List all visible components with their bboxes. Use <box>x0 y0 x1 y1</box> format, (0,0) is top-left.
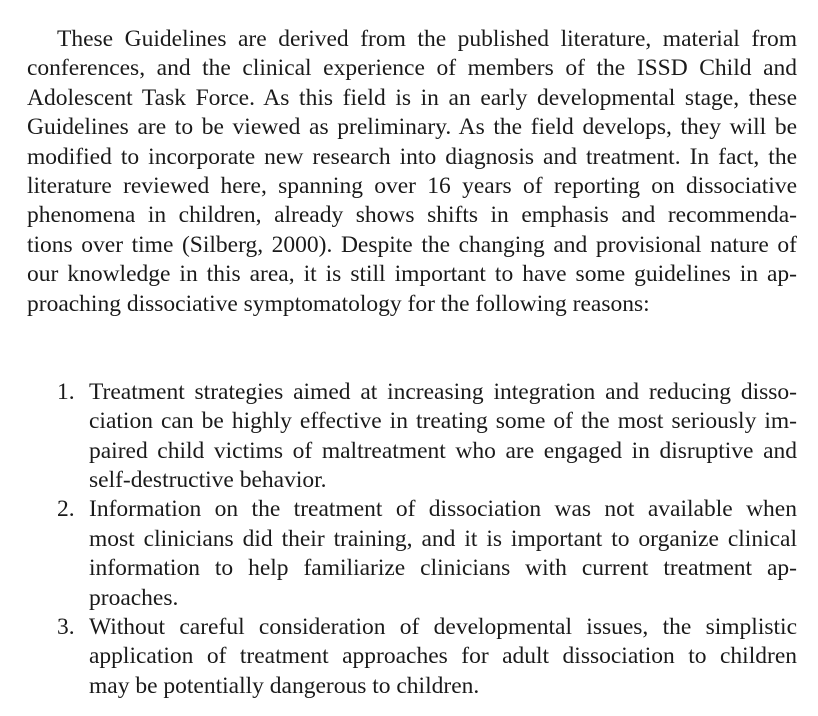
list-item <box>27 495 797 613</box>
list-item-line: paired child victims of maltreatment who are engaged in disruptive and <box>89 437 797 464</box>
paragraph-line: phenomena in children, already shows shifts in emphasis and recommenda- <box>27 202 797 229</box>
list-item-line: self-destructive behavior. <box>89 467 327 494</box>
section-gap <box>27 319 797 378</box>
list-item-number: 2. <box>57 496 75 523</box>
list-item-number: 3. <box>57 614 75 641</box>
paragraph-line: Adolescent Task Force. As this field is in an early developmental stage, these <box>27 84 797 111</box>
list-item <box>27 613 797 701</box>
list-item-line: application of treatment approaches for adult dissociation to children <box>89 643 797 670</box>
list-item-line: information to help familiarize clinicians with current treatment ap- <box>89 555 797 582</box>
list-item-number: 1. <box>57 378 75 405</box>
paragraph-line: These Guidelines are derived from the published literature, material from <box>57 26 797 52</box>
list-item-line: Information on the treatment of dissociation was not available when <box>89 496 797 523</box>
list-item-line: Treatment strategies aimed at increasing integration and reducing disso- <box>89 378 797 405</box>
list-item-line: proaches. <box>89 584 179 611</box>
intro-paragraph <box>27 25 797 319</box>
list-item-line: Without careful consideration of developmental issues, the simplistic <box>89 614 797 641</box>
paragraph-line: tions over time (Silberg, 2000). Despite the changing and provisional nature of <box>27 231 797 258</box>
list-item-line: ciation can be highly effective in treating some of the most seriously im- <box>89 408 797 435</box>
list-item-line: may be potentially dangerous to children. <box>89 672 480 699</box>
paragraph-line: literature reviewed here, spanning over 16 years of reporting on dissociative <box>27 172 797 199</box>
paragraph-line: Guidelines are to be viewed as preliminary. As the field develops, they will be <box>27 114 797 141</box>
list-item <box>27 378 797 496</box>
list-item-line: most clinicians did their training, and it is important to organize clinical <box>89 525 797 552</box>
document-page <box>27 25 797 701</box>
paragraph-line: our knowledge in this area, it is still important to have some guidelines in ap- <box>27 261 797 288</box>
paragraph-line: modified to incorporate new research into diagnosis and treatment. In fact, the <box>27 143 797 170</box>
paragraph-line: conferences, and the clinical experience of members of the ISSD Child and <box>27 55 797 82</box>
numbered-list <box>27 378 797 701</box>
paragraph-line: proaching dissociative symptomatology for the following reasons: <box>27 290 650 317</box>
